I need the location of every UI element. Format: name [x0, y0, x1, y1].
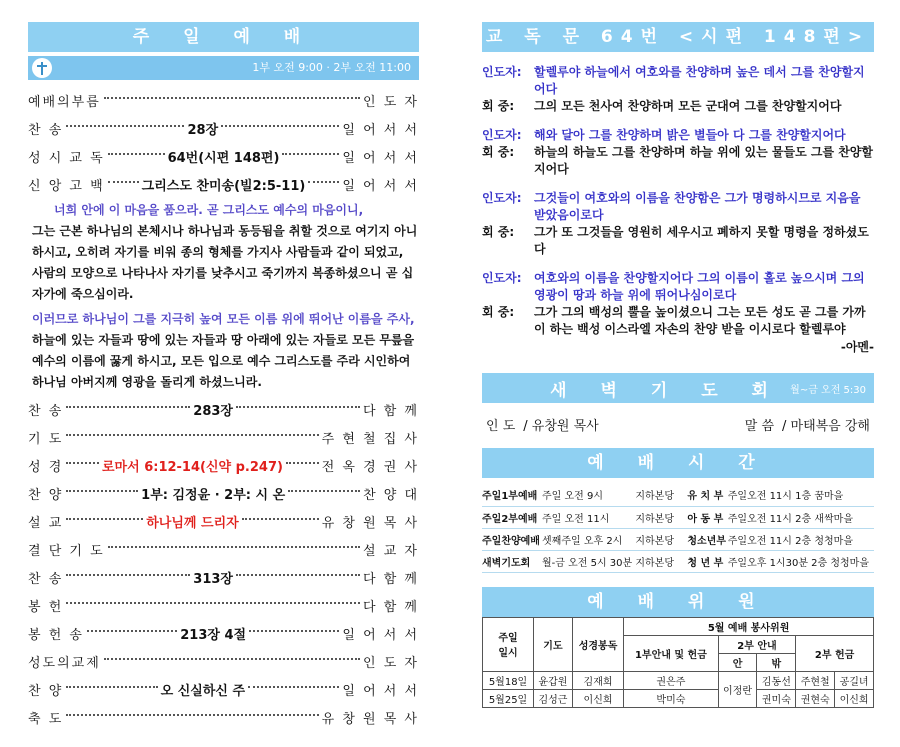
order-detail: 1부: 김정윤 · 2부: 시 온 [141, 487, 286, 503]
order-label: 축 도 [28, 711, 64, 727]
responsive-reading-title: 교 독 문 64번 <시편 148편> [482, 22, 874, 52]
reading-block [482, 64, 874, 115]
order-person: 일 어 서 서 [342, 150, 419, 166]
leader-dots [248, 686, 339, 688]
dawn-lead: / 유창원 목사 [523, 419, 599, 434]
order-item [28, 423, 419, 451]
leader-dots [66, 434, 318, 436]
inside-head: 안 [718, 653, 757, 671]
leader-dots [221, 125, 339, 127]
leader-dots [66, 714, 318, 716]
order-person: 유 창 원 목 사 [321, 515, 420, 531]
worship-times-table [482, 484, 874, 573]
order-item [28, 535, 419, 563]
order-item [28, 395, 419, 423]
order-item [28, 619, 419, 647]
leader-dots [108, 546, 360, 548]
leader-dots [66, 574, 190, 576]
order-detail: 하나님께 드리자 [146, 515, 239, 531]
order-item [28, 170, 419, 198]
order-item [28, 647, 419, 675]
order-person: 인 도 자 [363, 94, 419, 110]
order-person: 일 어 서 서 [342, 627, 420, 643]
order-label: 봉 헌 송 [28, 627, 84, 643]
people-line: 회 중: 그가 그의 백성의 뿔을 높이셨으니 그는 모든 성도 곧 그를 가까이 하는 백성 이스라엘 자손의 찬양 받을 이시로다 할렐루야 [482, 305, 866, 336]
leader-line: 인도자: 해와 달아 그를 찬양하며 밝은 별들아 다 그를 찬양할지어다 [482, 128, 846, 142]
leader-line: 인도자: 여호와의 이름을 찬양할지어다 그의 이름이 홀로 높으시며 그의 영광이 땅과 하늘 위에 뛰어나심이로다 [482, 271, 865, 302]
leader-dots [66, 490, 138, 492]
order-person: 일 어 서 서 [342, 122, 420, 138]
leader-dots [236, 574, 360, 576]
order-person: 다 함 께 [363, 571, 419, 587]
leader-dots [242, 518, 319, 520]
leader-dots [66, 686, 157, 688]
reading-block [482, 190, 874, 258]
creed-paragraph: 그는 근본 하나님의 본체시나 하나님과 동등됨을 취할 것으로 여기지 아니하시고, 오히려 자기를 비워 종의 형체를 가지사 사람들과 같이 되었고, 사람의 모양으로 나타나사 자기를 낮추시고 죽기까지 복종하셨으니 곧 십자가에 죽으심이라. [32, 224, 418, 301]
leader-line: 인도자: 할렐루야 하늘에서 여호와를 찬양하며 높은 데서 그를 찬양할지어다 [482, 65, 865, 96]
order-label: 신 앙 고 백 [28, 178, 105, 194]
leader-dots [66, 406, 190, 408]
duty-row: 5월25일 김성근 이신희 박미숙 권미숙 권현숙 이신희 [483, 689, 874, 707]
order-label: 기 도 [28, 431, 64, 447]
leader-dots [104, 97, 360, 99]
reading-block [482, 127, 874, 178]
creed-highlight: 이러므로 하나님이 그를 지극히 높여 모든 이름 위에 뛰어난 이름을 주사, [32, 312, 415, 326]
times-row: 새벽기도회 월-금 오전 5시 30분 지하본당 청 년 부 주일오후 1시30분 2층 청청마을 [482, 550, 874, 572]
leader-dots [282, 153, 339, 155]
order-label: 성도의교제 [28, 655, 101, 671]
order-label: 찬 송 [28, 403, 64, 419]
right-column [482, 22, 874, 708]
order-item [28, 479, 419, 507]
leader-dots [66, 125, 184, 127]
order-item [28, 507, 419, 535]
order-detail: 로마서 6:12-14(신약 p.247) [102, 459, 283, 475]
leader-dots [286, 462, 319, 464]
creed-highlight: 너희 안에 이 마음을 품으라. 곧 그리스도 예수의 마음이니, [54, 203, 364, 217]
order-detail: 283장 [193, 403, 233, 419]
first-service-head: 1부안내 및 헌금 [624, 635, 718, 671]
order-label: 찬 송 [28, 571, 64, 587]
people-line: 회 중: 그의 모든 천사여 찬양하며 모든 군대여 그를 찬양할지어다 [482, 99, 842, 113]
duty-row: 5월18일 윤갑원 김재희 권은주 이정란 김동선 주현철 공길녀 [483, 671, 874, 689]
cross-icon [32, 58, 52, 78]
order-of-worship-top [28, 86, 419, 198]
worship-times-title: 예 배 시 간 [482, 448, 874, 478]
leader-dots [66, 602, 360, 604]
leader-dots [66, 518, 143, 520]
dawn-prayer-title: 새 벽 기 도 회 [550, 380, 782, 401]
order-item [28, 451, 419, 479]
creed-paragraph: 하늘에 있는 자들과 땅에 있는 자들과 땅 아래에 있는 자들로 모든 무릎을 예수의 이름에 꿇게 하시고, 모든 입으로 예수 그리스도를 주라 시인하여 하나님 아버지께 영광을 돌리게 하셨느니라. [32, 333, 415, 389]
prayer-head: 기도 [534, 617, 573, 671]
order-detail: 28장 [187, 122, 219, 138]
order-item [28, 703, 419, 731]
leader-line: 인도자: 그것들이 여호와의 이름을 찬양함은 그가 명령하시므로 지음을 받았음이로다 [482, 191, 861, 222]
amen-text: -아멘- [840, 340, 874, 354]
order-item [28, 563, 419, 591]
order-person: 일 어 서 서 [342, 683, 420, 699]
order-label: 설 교 [28, 515, 64, 531]
people-line: 회 중: 그가 또 그것들을 영원히 세우시고 폐하지 못할 명령을 정하셨도다 [482, 225, 869, 256]
outside-head: 밖 [757, 653, 796, 671]
service-time-bar [28, 56, 419, 80]
leader-dots [108, 153, 165, 155]
order-person: 설 교 자 [363, 543, 419, 559]
order-label: 성 경 [28, 459, 64, 475]
leader-dots [308, 181, 339, 183]
responsive-reading [482, 64, 874, 338]
order-person: 전 옥 경 권 사 [321, 459, 420, 475]
leader-dots [249, 630, 339, 632]
order-item [28, 86, 419, 114]
order-label: 찬 송 [28, 122, 64, 138]
dawn-prayer-time: 월~금 오전 5:30 [790, 384, 866, 396]
people-line: 회 중: 하늘의 하늘도 그를 찬양하며 하늘 위에 있는 물들도 그를 찬양할지어다 [482, 145, 873, 176]
duty-table [482, 617, 874, 708]
dawn-lead-label: 인 도 [486, 419, 516, 434]
order-item [28, 114, 419, 142]
order-person: 찬 양 대 [363, 487, 420, 503]
corner-cell: 주일 일시 [483, 617, 534, 671]
leader-dots [108, 181, 139, 183]
order-person: 다 함 께 [363, 403, 419, 419]
order-label: 봉 헌 [28, 599, 64, 615]
order-item [28, 675, 419, 703]
times-row: 주일2부예배 주일 오전 11시 지하본당 아 동 부 주일오전 11시 2층 새싹마을 [482, 506, 874, 528]
creed-text [28, 200, 419, 393]
dawn-prayer-band [482, 373, 874, 403]
left-column [28, 22, 419, 731]
order-person: 유 창 원 목 사 [321, 711, 419, 727]
times-row: 주일1부예배 주일 오전 9시 지하본당 유 치 부 주일오전 11시 1층 꿈마을 [482, 484, 874, 506]
sunday-worship-title: 주 일 예 배 [28, 22, 419, 52]
order-person: 주 현 철 집 사 [321, 431, 419, 447]
order-person: 인 도 자 [363, 655, 419, 671]
order-detail: 64번(시편 148편) [167, 150, 280, 166]
order-label: 찬 양 [28, 683, 64, 699]
order-label: 성 시 교 독 [28, 150, 105, 166]
order-person: 일 어 서 서 [342, 178, 419, 194]
order-detail: 313장 [193, 571, 233, 587]
order-detail: 오 신실하신 주 [160, 683, 246, 699]
duty-title: 예 배 위 원 [482, 587, 874, 617]
leader-dots [236, 406, 360, 408]
reading-block [482, 270, 874, 338]
dawn-word: / 마태복음 강해 [782, 419, 870, 434]
leader-dots [104, 658, 360, 660]
dawn-word-label: 말 씀 [744, 419, 774, 434]
order-item [28, 142, 419, 170]
dawn-prayer-info [482, 415, 874, 434]
second-service-head: 2부 안내 [718, 635, 796, 653]
order-label: 예배의부름 [28, 94, 101, 110]
order-detail: 그리스도 찬미송(빌2:5-11) [141, 178, 306, 194]
order-person: 다 함 께 [363, 599, 419, 615]
leader-dots [288, 490, 360, 492]
times-row: 주일찬양예배 셋째주일 오후 2시 지하본당 청소년부 주일오전 11시 2층 청청마을 [482, 528, 874, 550]
order-of-worship-bottom [28, 395, 419, 731]
order-detail: 213장 4절 [180, 627, 247, 643]
leader-dots [87, 630, 177, 632]
order-item [28, 591, 419, 619]
offering-head: 2부 헌금 [796, 635, 874, 671]
duty-month-head: 5월 예배 봉사위원 [624, 617, 874, 635]
scripture-head: 성경봉독 [572, 617, 623, 671]
order-label: 찬 양 [28, 487, 64, 503]
service-time: 1부 오전 9:00 · 2부 오전 11:00 [252, 61, 411, 74]
leader-dots [66, 462, 99, 464]
order-label: 결 단 기 도 [28, 543, 105, 559]
